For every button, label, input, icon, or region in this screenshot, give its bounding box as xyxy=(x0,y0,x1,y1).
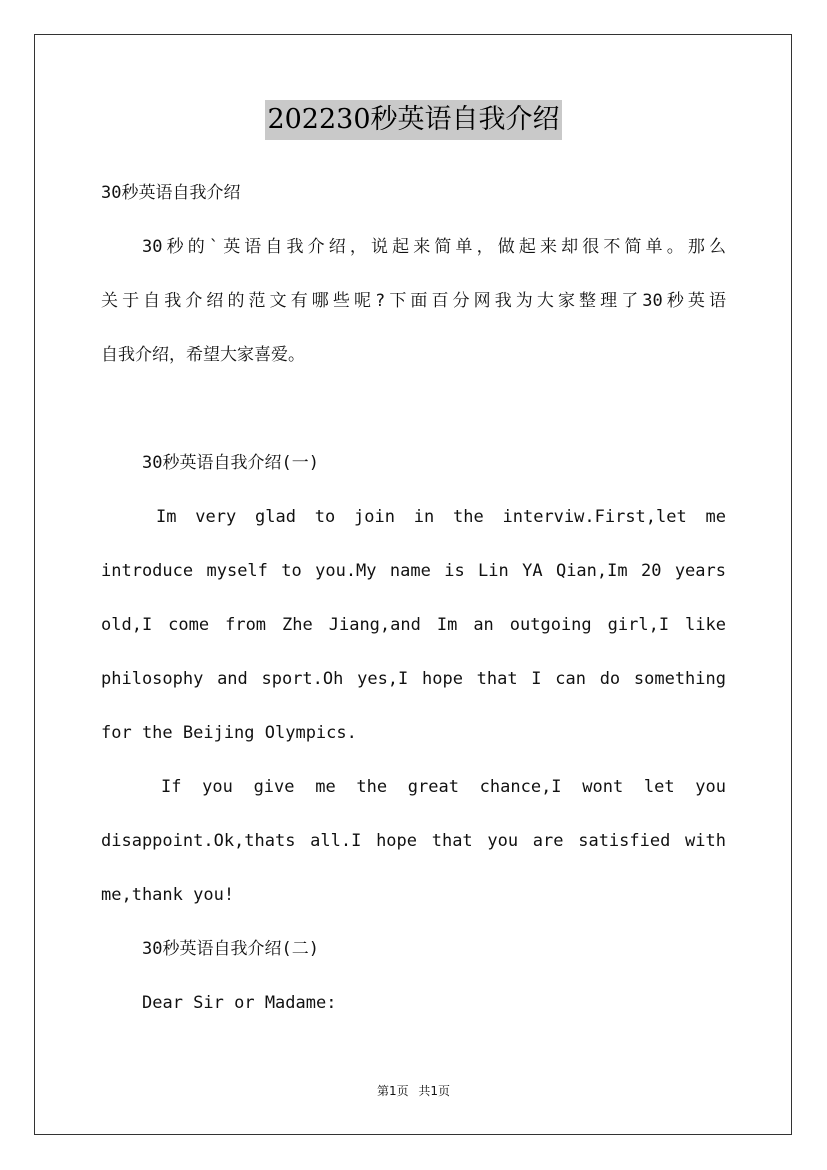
paragraph-line: old,I come from Zhe Jiang,and Im an outgoing girl,I like xyxy=(101,615,726,635)
document-title: 202230秒英语自我介绍 xyxy=(265,100,561,140)
document-body xyxy=(101,166,726,1030)
paragraph-line: me,thank you! xyxy=(101,885,235,905)
paragraph-line: disappoint.Ok,thats all.I hope that you are satisfied with xyxy=(101,831,726,851)
paragraph-line: 关于自我介绍的范文有哪些呢?下面百分网我为大家整理了30秒英语 xyxy=(101,291,726,311)
paragraph-line: Im very glad to join in the interviw.First,let me xyxy=(156,507,726,527)
paragraph-line: philosophy and sport.Oh yes,I hope that I can do something xyxy=(101,669,726,689)
title-container xyxy=(0,100,827,140)
salutation-line: Dear Sir or Madame: xyxy=(142,993,337,1013)
paragraph-line: for the Beijing Olympics. xyxy=(101,723,357,743)
page-number-label: 第1页 共1页 xyxy=(376,1084,451,1098)
page-footer xyxy=(0,1082,827,1099)
subsection-heading: 30秒英语自我介绍(二) xyxy=(142,939,319,959)
blank-line xyxy=(101,382,726,436)
paragraph-line: 自我介绍，希望大家喜爱。 xyxy=(101,345,305,365)
paragraph-line: introduce myself to you.My name is Lin YA Qian,Im 20 years xyxy=(101,561,726,581)
section-heading: 30秒英语自我介绍 xyxy=(101,183,241,203)
subsection-heading: 30秒英语自我介绍(一) xyxy=(142,453,319,473)
paragraph-line: If you give me the great chance,I wont let you xyxy=(161,777,726,797)
paragraph-line: 30秒的`英语自我介绍，说起来简单，做起来却很不简单。那么 xyxy=(142,237,726,257)
